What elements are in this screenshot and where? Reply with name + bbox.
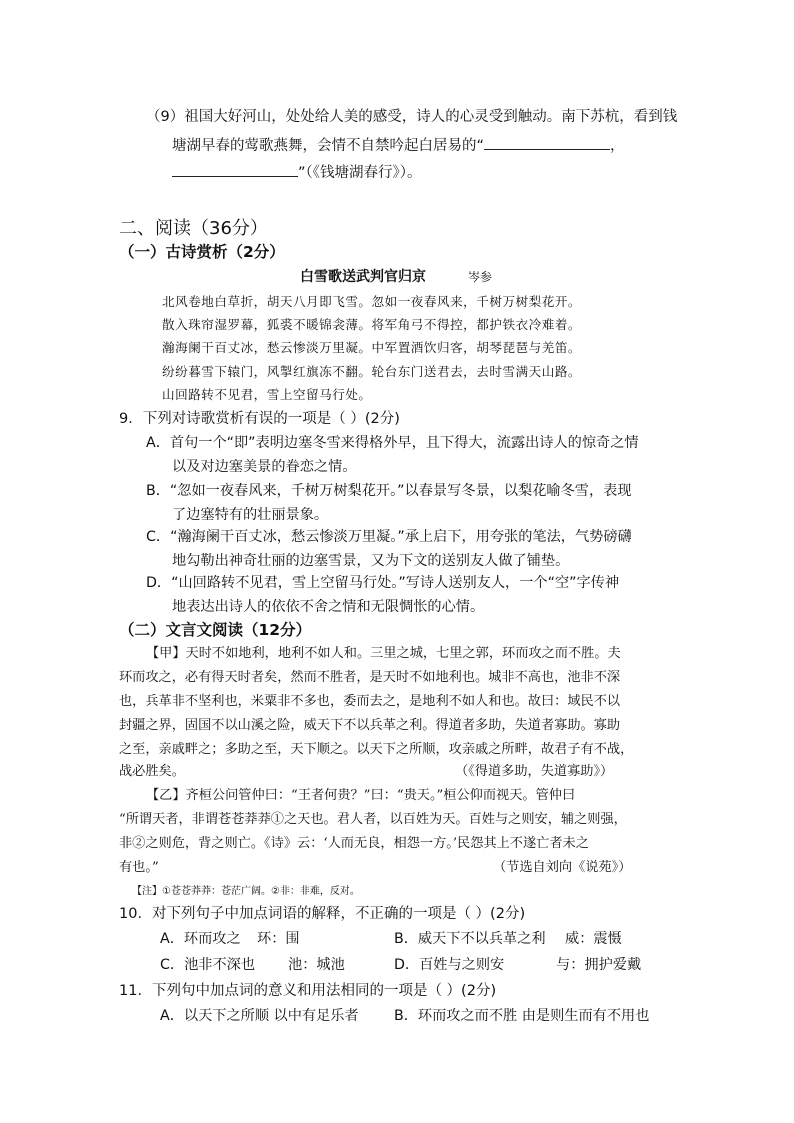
option-a: A．首句一个“即”表明边塞冬雪来得格外早，且下得大，流露出诗人的惊奇之情 — [146, 435, 639, 451]
poem-line: 山回路转不见君，雪上空留马行处。 — [162, 387, 372, 402]
option-c: C．“瀚海阑干百丈冰，愁云惨淡万里凝。”承上启下，用夸张的笔法，气势磅礴 — [146, 529, 632, 545]
q9-fill-line3 — [172, 161, 422, 182]
option-b-cont: 了边塞特有的壮丽景象。 — [172, 507, 329, 523]
section-heading-reading: 二、阅读（36分） — [119, 218, 268, 239]
poem-line: 北风卷地白草折，胡天八月即飞雪。忽如一夜春风来，千树万树梨花开。 — [162, 294, 581, 309]
passage-jia-source: （《得道多助，失道寡助》） — [455, 764, 614, 779]
q9-fill-line2 — [172, 134, 625, 155]
answer-blank-1[interactable] — [484, 135, 610, 150]
q10-option-b-explanation: 威：震慑 — [565, 931, 622, 947]
q10-option-d-explanation: 与：拥护爱戴 — [556, 957, 642, 973]
passage-jia-line: 也，兵革非不坚利也，米粟非不多也，委而去之，是地利不如人和也。故曰：域民不以 — [119, 694, 621, 709]
question-9-stem: 9．下列对诗歌赏析有误的一项是（ ）(2分) — [119, 411, 400, 427]
question-11-stem: 11．下列句中加点词的意义和用法相同的一项是（ ）(2分) — [119, 983, 497, 999]
q10-option-c: C．池非不深也 — [160, 957, 256, 973]
q11-option-b: B．环而攻之而不胜 由是则生而有不用也 — [394, 1008, 650, 1024]
annotation-note: 【注】①苍苍莽莽：苍茫广阔。②非：非难，反对。 — [132, 886, 360, 897]
passage-yi-line: 【乙】齐桓公问管仲曰：“王者何贵？”曰：“贵天。”桓公仰而视天。管仲曰 — [146, 788, 576, 803]
answer-blank-2[interactable] — [172, 162, 298, 177]
q9-fill-comma: ， — [610, 138, 625, 154]
q9-fill-line2-text: 塘湖早春的莺歌燕舞，会情不自禁吟起白居易的“ — [172, 138, 485, 154]
q10-option-a-explanation: 环：围 — [257, 931, 300, 947]
option-a-cont: 以及对边塞美景的眷恋之情。 — [172, 459, 357, 475]
poem-line: 瀚海阑干百丈冰，愁云惨淡万里凝。中军置酒饮归客，胡琴琵琶与羌笛。 — [162, 340, 581, 355]
passage-yi-line: “所谓天者，非谓苍苍莽莽①之天也。君人者，以百姓为天。百姓与之则安，辅之则强， — [119, 812, 627, 827]
q10-option-d: D．百姓与之则安 — [394, 957, 505, 973]
passage-jia-line: 之至，亲戚畔之；多助之至，天下顺之。以天下之所顺，攻亲戚之所畔，故君子有不战， — [119, 742, 634, 757]
q10-option-c-explanation: 池：城池 — [288, 957, 345, 973]
passage-jia-line: 战必胜矣。 — [119, 764, 185, 779]
passage-jia-line: 封疆之界，固国不以山溪之险，威天下不以兵革之利。得道者多助，失道者寡助。寡助 — [119, 718, 621, 733]
question-10-stem: 10．对下列句子中加点词语的解释，不正确的一项是（ ）(2分) — [119, 906, 526, 922]
passage-yi-line: 非②之则危，背之则亡。《诗》云：‘人而无良，相怨一方。’民怨其上不遂亡者未之 — [119, 836, 589, 851]
poem-title: 白雪歌送武判官归京 — [300, 269, 426, 285]
option-b: B．“忽如一夜春风来，千树万树梨花开。”以春景写冬景，以梨花喻冬雪，表现 — [146, 483, 632, 499]
poem-line: 散入珠帘湿罗幕，狐裘不暖锦衾薄。将军角弓不得控，都护铁衣冷难着。 — [162, 317, 581, 332]
option-c-cont: 地勾勒出神奇壮丽的边塞雪景，又为下文的送别友人做了铺垫。 — [172, 553, 570, 569]
q9-fill-line1: （9）祖国大好河山，处处给人美的感受，诗人的心灵受到触动。南下苏杭，看到钱 — [146, 109, 678, 125]
q10-option-a: A．环而攻之 — [160, 931, 241, 947]
q10-option-b: B．威天下不以兵革之利 — [394, 931, 546, 947]
q9-fill-source: ”（《钱塘湖春行》）。 — [298, 165, 422, 181]
option-d: D．“山回路转不见君，雪上空留马行处。”写诗人送别友人，一个“空”字传神 — [146, 575, 620, 591]
option-d-cont: 地表达出诗人的依依不舍之情和无限惆怅的心情。 — [172, 599, 485, 615]
passage-yi-line: 有也。” — [119, 860, 159, 875]
passage-jia-line: 环而攻之，必有得天时者矣，然而不胜者，是天时不如地利也。城非不高也，池非不深 — [119, 670, 621, 685]
poem-line: 纷纷暮雪下辕门，风掣红旗冻不翻。轮台东门送君去，去时雪满天山路。 — [162, 364, 581, 379]
passage-yi-source: （节选自刘向《说苑》） — [493, 860, 632, 875]
subsection-heading-poetry: （一）古诗赏析（2分） — [119, 243, 285, 261]
subsection-heading-classical: （二）文言文阅读（12分） — [119, 621, 312, 639]
q11-option-a: A．以天下之所顺 以中有足乐者 — [160, 1008, 359, 1024]
poem-author: 岑参 — [468, 270, 493, 284]
passage-jia-line: 【甲】天时不如地利，地利不如人和。三里之城，七里之郭，环而攻之而不胜。夫 — [146, 646, 621, 661]
